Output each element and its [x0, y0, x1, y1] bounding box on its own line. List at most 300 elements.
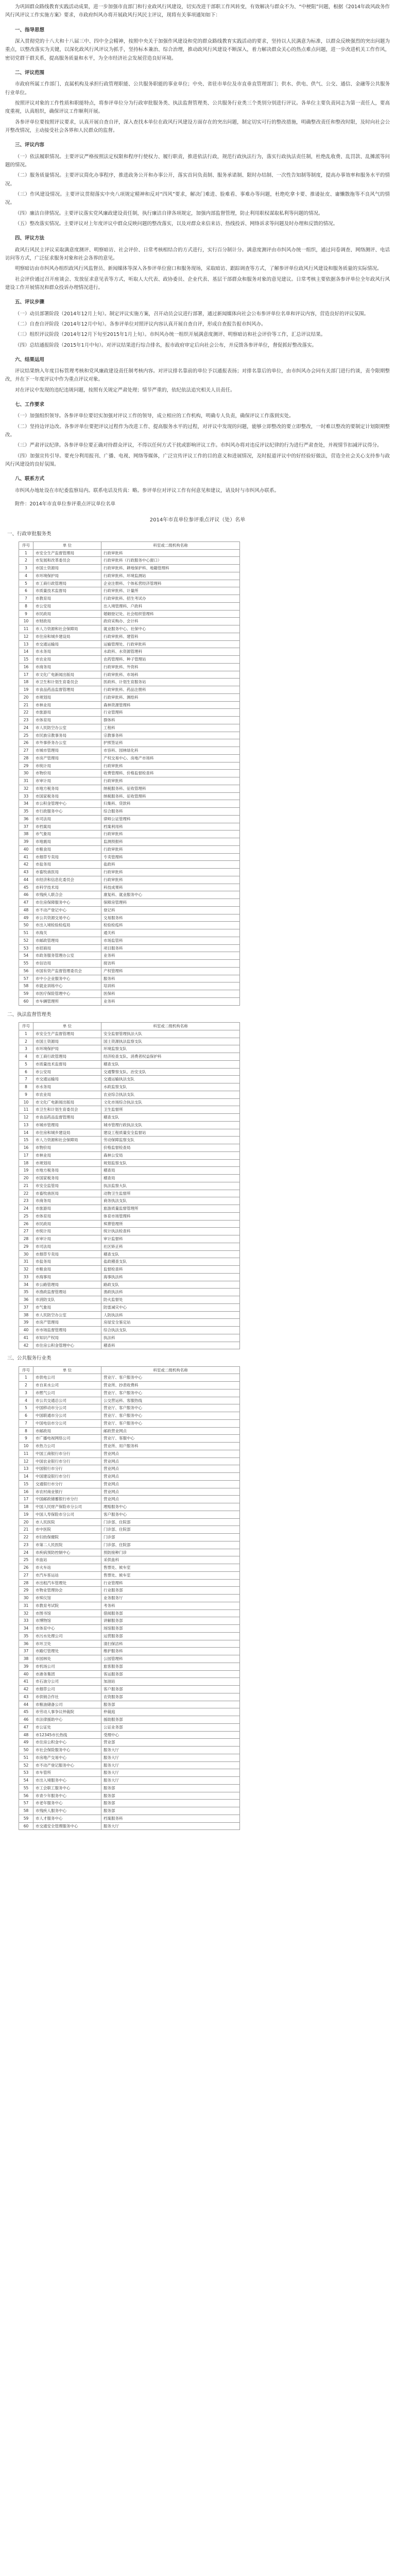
unit-name-cell: 市规划局 — [33, 1159, 101, 1167]
row-number-cell: 25 — [19, 1212, 33, 1220]
unit-name-cell: 中国电信市分公司 — [33, 1419, 101, 1427]
table-row — [19, 1137, 240, 1144]
department-cell: 盐政稽查支队 — [101, 1258, 240, 1266]
section-paragraph: 评议结果纳入年度目标管理考核和党风廉政建设责任制考核内容。对评议排名靠前的单位予以通报表扬；对排名靠后的单位，由市纠风办会同有关部门进行约谈，责令限期整改，并在下一年度评议中作为重点评议对象。 — [5, 368, 390, 383]
department-cell: 营业网点 — [101, 1473, 240, 1481]
unit-name-cell: 市园林处 — [33, 1655, 101, 1663]
table-row — [19, 1076, 240, 1083]
row-number-cell: 29 — [19, 1243, 33, 1250]
unit-name-cell: 市自来水公司 — [33, 1382, 101, 1389]
table-row — [19, 1777, 240, 1785]
unit-name-cell: 市旅游局 — [33, 1205, 101, 1213]
unit-name-cell: 市畜牧兽医局 — [33, 1190, 101, 1197]
unit-name-cell: 市殡仪馆 — [33, 1595, 101, 1602]
table-row — [19, 1190, 240, 1197]
department-cell: 医保科 — [101, 990, 240, 998]
row-number-cell: 22 — [19, 1190, 33, 1197]
unit-name-cell: 市房地产交易中心 — [33, 1754, 101, 1761]
department-cell: 服务大厅 — [101, 1761, 240, 1769]
unit-name-cell: 市体育局 — [33, 717, 101, 724]
unit-name-cell: 市食品药品监督管理局 — [33, 1114, 101, 1122]
unit-name-cell: 市教育考试院 — [33, 1602, 101, 1609]
unit-name-cell: 市民政局 — [33, 610, 101, 618]
table-row — [19, 1480, 240, 1488]
table-row — [19, 701, 240, 709]
department-cell: 考务科 — [101, 1602, 240, 1609]
table-row — [19, 1473, 240, 1481]
intro-block — [5, 3, 390, 20]
unit-name-cell: 市林业局 — [33, 701, 101, 709]
section-block — [5, 401, 390, 469]
section-block — [5, 234, 390, 292]
row-number-cell: 34 — [19, 800, 33, 808]
section-heading: 三、评议内容 — [15, 142, 45, 148]
table-row — [19, 869, 240, 876]
department-cell: 渔政执法科 — [101, 1289, 240, 1296]
department-cell: 营业网点 — [101, 1488, 240, 1496]
row-number-cell: 2 — [19, 557, 33, 565]
row-number-cell: 54 — [19, 952, 33, 960]
department-cell: 业务科 — [101, 952, 240, 960]
row-number-cell: 52 — [19, 937, 33, 944]
unit-name-cell: 市环境保护局 — [33, 1045, 101, 1053]
section-block — [5, 475, 390, 495]
unit-name-cell: 市不动产登记服务中心 — [33, 1761, 101, 1769]
department-cell: 体育市场管理科 — [101, 1212, 240, 1220]
unit-name-cell: 市文化广电新闻出版局 — [33, 671, 101, 679]
department-cell: 监督检查科 — [101, 1266, 240, 1274]
unit-name-cell: 市公共资源交易中心 — [33, 914, 101, 922]
unit-name-cell: 市科学技术局 — [33, 884, 101, 891]
unit-name-cell: 市供电公司 — [33, 1374, 101, 1382]
unit-name-cell: 市发展和改革委员会 — [33, 557, 101, 565]
row-number-cell: 7 — [19, 1419, 33, 1427]
unit-name-cell: 市物业管理协会 — [33, 1587, 101, 1595]
row-number-cell: 12 — [19, 1458, 33, 1465]
department-cell: 审计监督科 — [101, 1235, 240, 1243]
table-row — [19, 1443, 240, 1450]
unit-name-cell: 市地方税务局 — [33, 785, 101, 792]
table-row — [19, 1450, 240, 1458]
table-row — [19, 1747, 240, 1754]
row-number-cell: 42 — [19, 861, 33, 869]
row-number-cell: 5 — [19, 580, 33, 587]
table-row — [19, 785, 240, 792]
department-cell: 海事执法科 — [101, 1273, 240, 1281]
column-header: 单 位 — [33, 1023, 101, 1030]
column-header: 科室或二级机构名称 — [101, 1366, 240, 1374]
column-header: 单 位 — [33, 1366, 101, 1374]
table-row — [19, 1723, 240, 1731]
table-row — [19, 565, 240, 572]
department-cell: 营业厅、客服中心 — [101, 1435, 240, 1443]
table-section-title: 三、公共服务行业类 — [7, 1355, 51, 1362]
table-row — [19, 663, 240, 671]
row-number-cell: 34 — [19, 1281, 33, 1289]
table-row — [19, 845, 240, 853]
row-number-cell: 33 — [19, 792, 33, 800]
row-number-cell: 56 — [19, 1792, 33, 1800]
table-row — [19, 1488, 240, 1496]
table-row — [19, 679, 240, 686]
table-row — [19, 1151, 240, 1159]
table-section-title: 二、执法监督管理类 — [7, 1011, 51, 1018]
section-paragraph: 政风行风民主评议采取满意度测评、明察暗访、社会评价、日常考核相结合的方式进行，实行百分制计分。满意度测评由市纠风办统一组织，通过问卷调查、网络测评、电话访问等方式，广泛征求服务对象和社会各界的意见。 — [5, 247, 390, 261]
row-number-cell: 43 — [19, 869, 33, 876]
department-cell: 纳税服务科、征收管理科 — [101, 785, 240, 792]
row-number-cell: 6 — [19, 587, 33, 595]
unit-name-cell: 市安全监管局 — [33, 1182, 101, 1190]
table-row — [19, 815, 240, 823]
row-number-cell: 46 — [19, 891, 33, 899]
document-title: 2014年市直单位参评重点评议（处）名单 — [149, 517, 246, 523]
unit-name-cell: 市烟草专卖局 — [33, 1250, 101, 1258]
row-number-cell: 56 — [19, 967, 33, 975]
row-number-cell: 14 — [19, 1129, 33, 1137]
unit-name-cell: 市港务集团 — [33, 1670, 101, 1678]
table-row — [19, 1602, 240, 1609]
table-row — [19, 1511, 240, 1518]
department-cell: 行政审批科 — [101, 549, 240, 557]
department-cell: 服务大厅 — [101, 1754, 240, 1761]
table-header-row — [19, 1023, 240, 1030]
row-number-cell: 47 — [19, 1723, 33, 1731]
table-row — [19, 1106, 240, 1114]
row-number-cell: 45 — [19, 884, 33, 891]
table-row — [19, 1266, 240, 1274]
row-number-cell: 33 — [19, 1617, 33, 1625]
row-number-cell: 19 — [19, 1167, 33, 1175]
table-row — [19, 1579, 240, 1587]
row-number-cell: 36 — [19, 1640, 33, 1648]
department-cell: 服务大厅 — [101, 1777, 240, 1785]
unit-name-cell: 市水务局 — [33, 1083, 101, 1091]
table-row — [19, 906, 240, 914]
section-heading: 一、指导思想 — [15, 27, 45, 33]
department-cell: 森林资源管理科 — [101, 701, 240, 709]
row-number-cell: 18 — [19, 1503, 33, 1511]
unit-name-cell: 市环卫处 — [33, 1640, 101, 1648]
row-number-cell: 20 — [19, 693, 33, 701]
department-cell: 行政审批科 — [101, 762, 240, 770]
department-cell: 行业管理科 — [101, 709, 240, 717]
table-row — [19, 1640, 240, 1648]
unit-name-cell: 市司法局 — [33, 815, 101, 823]
department-cell: 防雷减灾中心 — [101, 1303, 240, 1311]
table-row — [19, 1334, 240, 1342]
section-paragraph: 明察暗访由市纠风办组织政风行风监督员、新闻媒体等深入各参评单位窗口和服务现场，采取暗访、跟踪调查等方式，了解参评单位政风行风建设和服务质量的实际情况。 — [15, 266, 382, 272]
table-row — [19, 1327, 240, 1334]
row-number-cell: 4 — [19, 572, 33, 580]
row-number-cell: 17 — [19, 1151, 33, 1159]
department-cell: 营业部 — [101, 1739, 240, 1747]
unit-name-cell: 市国家税务局 — [33, 792, 101, 800]
row-number-cell: 59 — [19, 1815, 33, 1822]
department-cell: 营业厅、客户服务中心 — [101, 1374, 240, 1382]
department-cell: 接访科 — [101, 960, 240, 968]
row-number-cell: 32 — [19, 785, 33, 792]
row-number-cell: 2 — [19, 1382, 33, 1389]
table-row — [19, 975, 240, 982]
table-row — [19, 1412, 240, 1420]
roster-table — [19, 1366, 240, 1831]
unit-name-cell: 市国土资源局 — [33, 1038, 101, 1045]
table-row — [19, 876, 240, 884]
section-block — [5, 298, 390, 350]
row-number-cell: 29 — [19, 1587, 33, 1595]
section-paragraph: （三）组织评议阶段（2014年12月下旬至2015年1月上旬）。市纠风办统一组织开展满意度测评、明察暗访和社会评价等工作，汇总评议结果。 — [15, 332, 326, 338]
department-cell: 行政审批科 — [101, 777, 240, 785]
table-row — [19, 625, 240, 633]
unit-name-cell: 市热力公司 — [33, 1443, 101, 1450]
row-number-cell: 9 — [19, 1435, 33, 1443]
table-row — [19, 1595, 240, 1602]
unit-name-cell: 市公安局 — [33, 1068, 101, 1076]
unit-name-cell: 市农村商业银行 — [33, 1488, 101, 1496]
table-row — [19, 1404, 240, 1412]
unit-name-cell: 市国有资产监督管理委员会 — [33, 967, 101, 975]
row-number-cell: 54 — [19, 1777, 33, 1785]
table-row — [19, 1311, 240, 1319]
department-cell: 行业服务部 — [101, 1587, 240, 1595]
row-number-cell: 53 — [19, 1769, 33, 1777]
row-number-cell: 36 — [19, 1296, 33, 1304]
table-row — [19, 777, 240, 785]
table-row — [19, 1419, 240, 1427]
unit-name-cell: 市审计局 — [33, 1235, 101, 1243]
department-cell: 登记科 — [101, 906, 240, 914]
department-cell: 文化市场综合执法支队 — [101, 1098, 240, 1106]
row-number-cell: 6 — [19, 1068, 33, 1076]
unit-name-cell: 市物价局 — [33, 770, 101, 777]
row-number-cell: 1 — [19, 1030, 33, 1038]
table-row — [19, 1053, 240, 1061]
table-row — [19, 770, 240, 777]
row-number-cell: 45 — [19, 1708, 33, 1716]
row-number-cell: 22 — [19, 709, 33, 717]
column-header: 科室或二级机构名称 — [101, 1023, 240, 1030]
department-cell: 归集科、贷款科 — [101, 800, 240, 808]
unit-name-cell: 市粮油储备公司 — [33, 1701, 101, 1708]
department-cell: 服务科 — [101, 975, 240, 982]
unit-name-cell: 市教育局 — [33, 595, 101, 603]
row-number-cell: 49 — [19, 914, 33, 922]
table-row — [19, 1617, 240, 1625]
department-cell: 出入境管理科、户政科 — [101, 602, 240, 610]
table-row — [19, 580, 240, 587]
row-number-cell: 41 — [19, 1678, 33, 1686]
table-row — [19, 1205, 240, 1213]
unit-name-cell: 市就业训练中心 — [33, 982, 101, 990]
unit-name-cell: 市工商行政管理局 — [33, 1053, 101, 1061]
department-cell: 殡葬管理所 — [101, 1220, 240, 1228]
unit-name-cell: 市住房保障服务中心 — [33, 899, 101, 907]
unit-name-cell: 市统计局 — [33, 762, 101, 770]
department-cell: 旅游质量监督管理所 — [101, 1205, 240, 1213]
row-number-cell: 20 — [19, 1175, 33, 1182]
row-number-cell: 11 — [19, 1450, 33, 1458]
table-section-title: 一、行政审批服务类 — [7, 531, 51, 537]
unit-name-cell: 市12345市长热线 — [33, 1731, 101, 1739]
row-number-cell: 7 — [19, 1076, 33, 1083]
department-cell: 营业网点 — [101, 1496, 240, 1503]
row-number-cell: 3 — [19, 565, 33, 572]
row-number-cell: 32 — [19, 1266, 33, 1274]
section-paragraph: 市政府所属工作部门、直属机构及承担行政管理职能、公共服务职能的事业单位；中央、省驻市单位及市直垂直管理部门；供水、供电、供气、公交、通信、金融等公共服务行业单位。 — [5, 81, 390, 96]
department-cell: 水政监察支队 — [101, 1083, 240, 1091]
row-number-cell: 37 — [19, 1303, 33, 1311]
department-cell: 建设工程质量安全监督站 — [101, 1129, 240, 1137]
intro-paragraph: 为巩固群众路线教育实践活动成果，进一步加强市直部门和行业政风行风建设，切实改进干部职工作风转变，有效解决与群众不为、“中梗阻”问题，根据《2014年政风政务作风行风评议工作实施方案》要求，市政府纠风办将开展政风行风民主评议，现将有关事项通知如下： — [5, 4, 390, 19]
table-row — [19, 747, 240, 755]
unit-name-cell: 市公积金管理中心 — [33, 800, 101, 808]
unit-name-cell: 市住房公积金中心 — [33, 1739, 101, 1747]
row-number-cell: 23 — [19, 1197, 33, 1205]
section-paragraph: （四）廉洁自律情况。主要评议落实党风廉政建设责任制，执行廉洁自律各项规定，加强内部监督管理，防止利用职权谋取私利等问题的情况。 — [15, 210, 323, 216]
row-number-cell: 14 — [19, 648, 33, 656]
department-cell: 行政审批科、计量所 — [101, 587, 240, 595]
table-row — [19, 1655, 240, 1663]
row-number-cell: 28 — [19, 1579, 33, 1587]
table-row — [19, 1632, 240, 1640]
unit-name-cell: 市血站 — [33, 1556, 101, 1564]
department-cell: 规划监察支队 — [101, 1159, 240, 1167]
table-row — [19, 1374, 240, 1382]
department-cell: 行业管理科 — [101, 1579, 240, 1587]
row-number-cell: 4 — [19, 1397, 33, 1404]
row-number-cell: 10 — [19, 1098, 33, 1106]
table-row — [19, 1716, 240, 1724]
table-row — [19, 1693, 240, 1701]
row-number-cell: 8 — [19, 1427, 33, 1435]
table-row — [19, 914, 240, 922]
unit-name-cell: 中国建设银行市分行 — [33, 1473, 101, 1481]
department-cell: 运输管理处、行政审批科 — [101, 640, 240, 648]
table-row — [19, 1397, 240, 1404]
unit-name-cell: 市污水处理公司 — [33, 1632, 101, 1640]
department-cell: 农资服务部 — [101, 1693, 240, 1701]
table-row — [19, 602, 240, 610]
row-number-cell: 18 — [19, 1159, 33, 1167]
table-row — [19, 1197, 240, 1205]
row-number-cell: 25 — [19, 1556, 33, 1564]
table-row — [19, 618, 240, 625]
row-number-cell: 16 — [19, 663, 33, 671]
department-cell: 行政审批科、招生考试办 — [101, 595, 240, 603]
row-number-cell: 44 — [19, 1701, 33, 1708]
table-row — [19, 1458, 240, 1465]
row-number-cell: 35 — [19, 1289, 33, 1296]
unit-name-cell: 市汽车客运站 — [33, 1571, 101, 1579]
row-number-cell: 31 — [19, 1258, 33, 1266]
row-number-cell: 23 — [19, 1541, 33, 1549]
unit-name-cell: 市城市管理局 — [33, 747, 101, 755]
department-cell: 行政审批科、建管科 — [101, 633, 240, 640]
table-row — [19, 1435, 240, 1443]
department-cell: 门诊部 — [101, 1534, 240, 1541]
unit-name-cell: 市物价局 — [33, 1144, 101, 1152]
unit-name-cell: 市地震局 — [33, 838, 101, 846]
department-cell: 监测预报科 — [101, 838, 240, 846]
department-cell: 收费管理科、价格监督检查科 — [101, 770, 240, 777]
department-cell: 交通警察支队、治安支队 — [101, 1068, 240, 1076]
section-heading: 五、评议步骤 — [15, 299, 45, 306]
unit-name-cell: 市公路管理局 — [33, 1281, 101, 1289]
section-heading: 七、工作要求 — [15, 402, 45, 408]
row-number-cell: 37 — [19, 823, 33, 831]
section-block — [5, 26, 390, 63]
unit-name-cell: 市人民防空办公室 — [33, 724, 101, 732]
table-row — [19, 960, 240, 968]
unit-name-cell: 市水务局 — [33, 648, 101, 656]
unit-name-cell: 市气象局 — [33, 831, 101, 838]
row-number-cell: 51 — [19, 929, 33, 937]
row-number-cell: 29 — [19, 762, 33, 770]
section-paragraph: （四）加强宣传引导。要充分利用报刊、广播、电视、网络等媒体，广泛宣传评议工作的目的意义和进展情况，及时报道评议中的好经验好做法，营造全社会关心支持参与政风行风建设的良好氛围。 — [5, 453, 390, 468]
section-paragraph: 按照评议对象的工作性质和职能特点，将参评单位分为行政审批服务类、执法监督管理类、公共服务行业类三个类别分别进行评议。各单位主要负责同志为第一责任人，要高度重视，认真组织，确保评议工作顺利开展。 — [5, 100, 390, 115]
department-cell: 动物卫生监督所 — [101, 1190, 240, 1197]
department-cell: 门诊部、住院部 — [101, 1541, 240, 1549]
unit-name-cell: 市邮政管理局 — [33, 937, 101, 944]
department-cell: 行政审批科、耕地保护科、地籍管理科 — [101, 565, 240, 572]
department-cell: 营业厅、客户服务中心 — [101, 1404, 240, 1412]
unit-name-cell: 市安全生产监督管理局 — [33, 549, 101, 557]
row-number-cell: 35 — [19, 808, 33, 816]
table-row — [19, 1609, 240, 1617]
unit-name-cell: 市商务局 — [33, 1197, 101, 1205]
row-number-cell: 35 — [19, 1632, 33, 1640]
unit-name-cell: 市国家税务局 — [33, 1175, 101, 1182]
unit-name-cell: 市公安局 — [33, 602, 101, 610]
unit-name-cell: 市医疗保险管理中心 — [33, 990, 101, 998]
table-row — [19, 549, 240, 557]
unit-name-cell: 市交通安全管理服务中心 — [33, 1822, 101, 1830]
department-cell: 行政审批科、测绘科 — [101, 693, 240, 701]
table-header-row — [19, 541, 240, 549]
row-number-cell: 17 — [19, 671, 33, 679]
unit-name-cell: 中国人民财产保险市分公司 — [33, 1503, 101, 1511]
row-number-cell: 53 — [19, 944, 33, 952]
table-row — [19, 693, 240, 701]
department-cell: 人防执法科 — [101, 1311, 240, 1319]
row-number-cell: 6 — [19, 1412, 33, 1420]
unit-name-cell: 市人民防空办公室 — [33, 1311, 101, 1319]
row-number-cell: 8 — [19, 1083, 33, 1091]
department-cell: 综合服务科 — [101, 808, 240, 816]
department-cell: 受理中心 — [101, 1731, 240, 1739]
department-cell: 水政科、水资源管理科 — [101, 648, 240, 656]
table-body — [19, 1374, 240, 1830]
table-row — [19, 944, 240, 952]
unit-name-cell: 市城市管理局 — [33, 1121, 101, 1129]
table-row — [19, 1175, 240, 1182]
table-row — [19, 1807, 240, 1815]
table-row — [19, 1549, 240, 1556]
table-header-row — [19, 1366, 240, 1374]
department-cell: 服务大厅 — [101, 1822, 240, 1830]
table-row — [19, 1792, 240, 1800]
table-row — [19, 1761, 240, 1769]
department-cell: 交易服务科 — [101, 914, 240, 922]
unit-name-cell: 市社会保险服务中心 — [33, 1747, 101, 1754]
department-cell: 预防接种门诊 — [101, 1549, 240, 1556]
unit-name-cell: 市环境保护局 — [33, 572, 101, 580]
table-row — [19, 1038, 240, 1045]
row-number-cell: 48 — [19, 1731, 33, 1739]
unit-name-cell: 市不动产登记中心 — [33, 906, 101, 914]
row-number-cell: 9 — [19, 610, 33, 618]
unit-name-cell: 市盐务局 — [33, 1258, 101, 1266]
